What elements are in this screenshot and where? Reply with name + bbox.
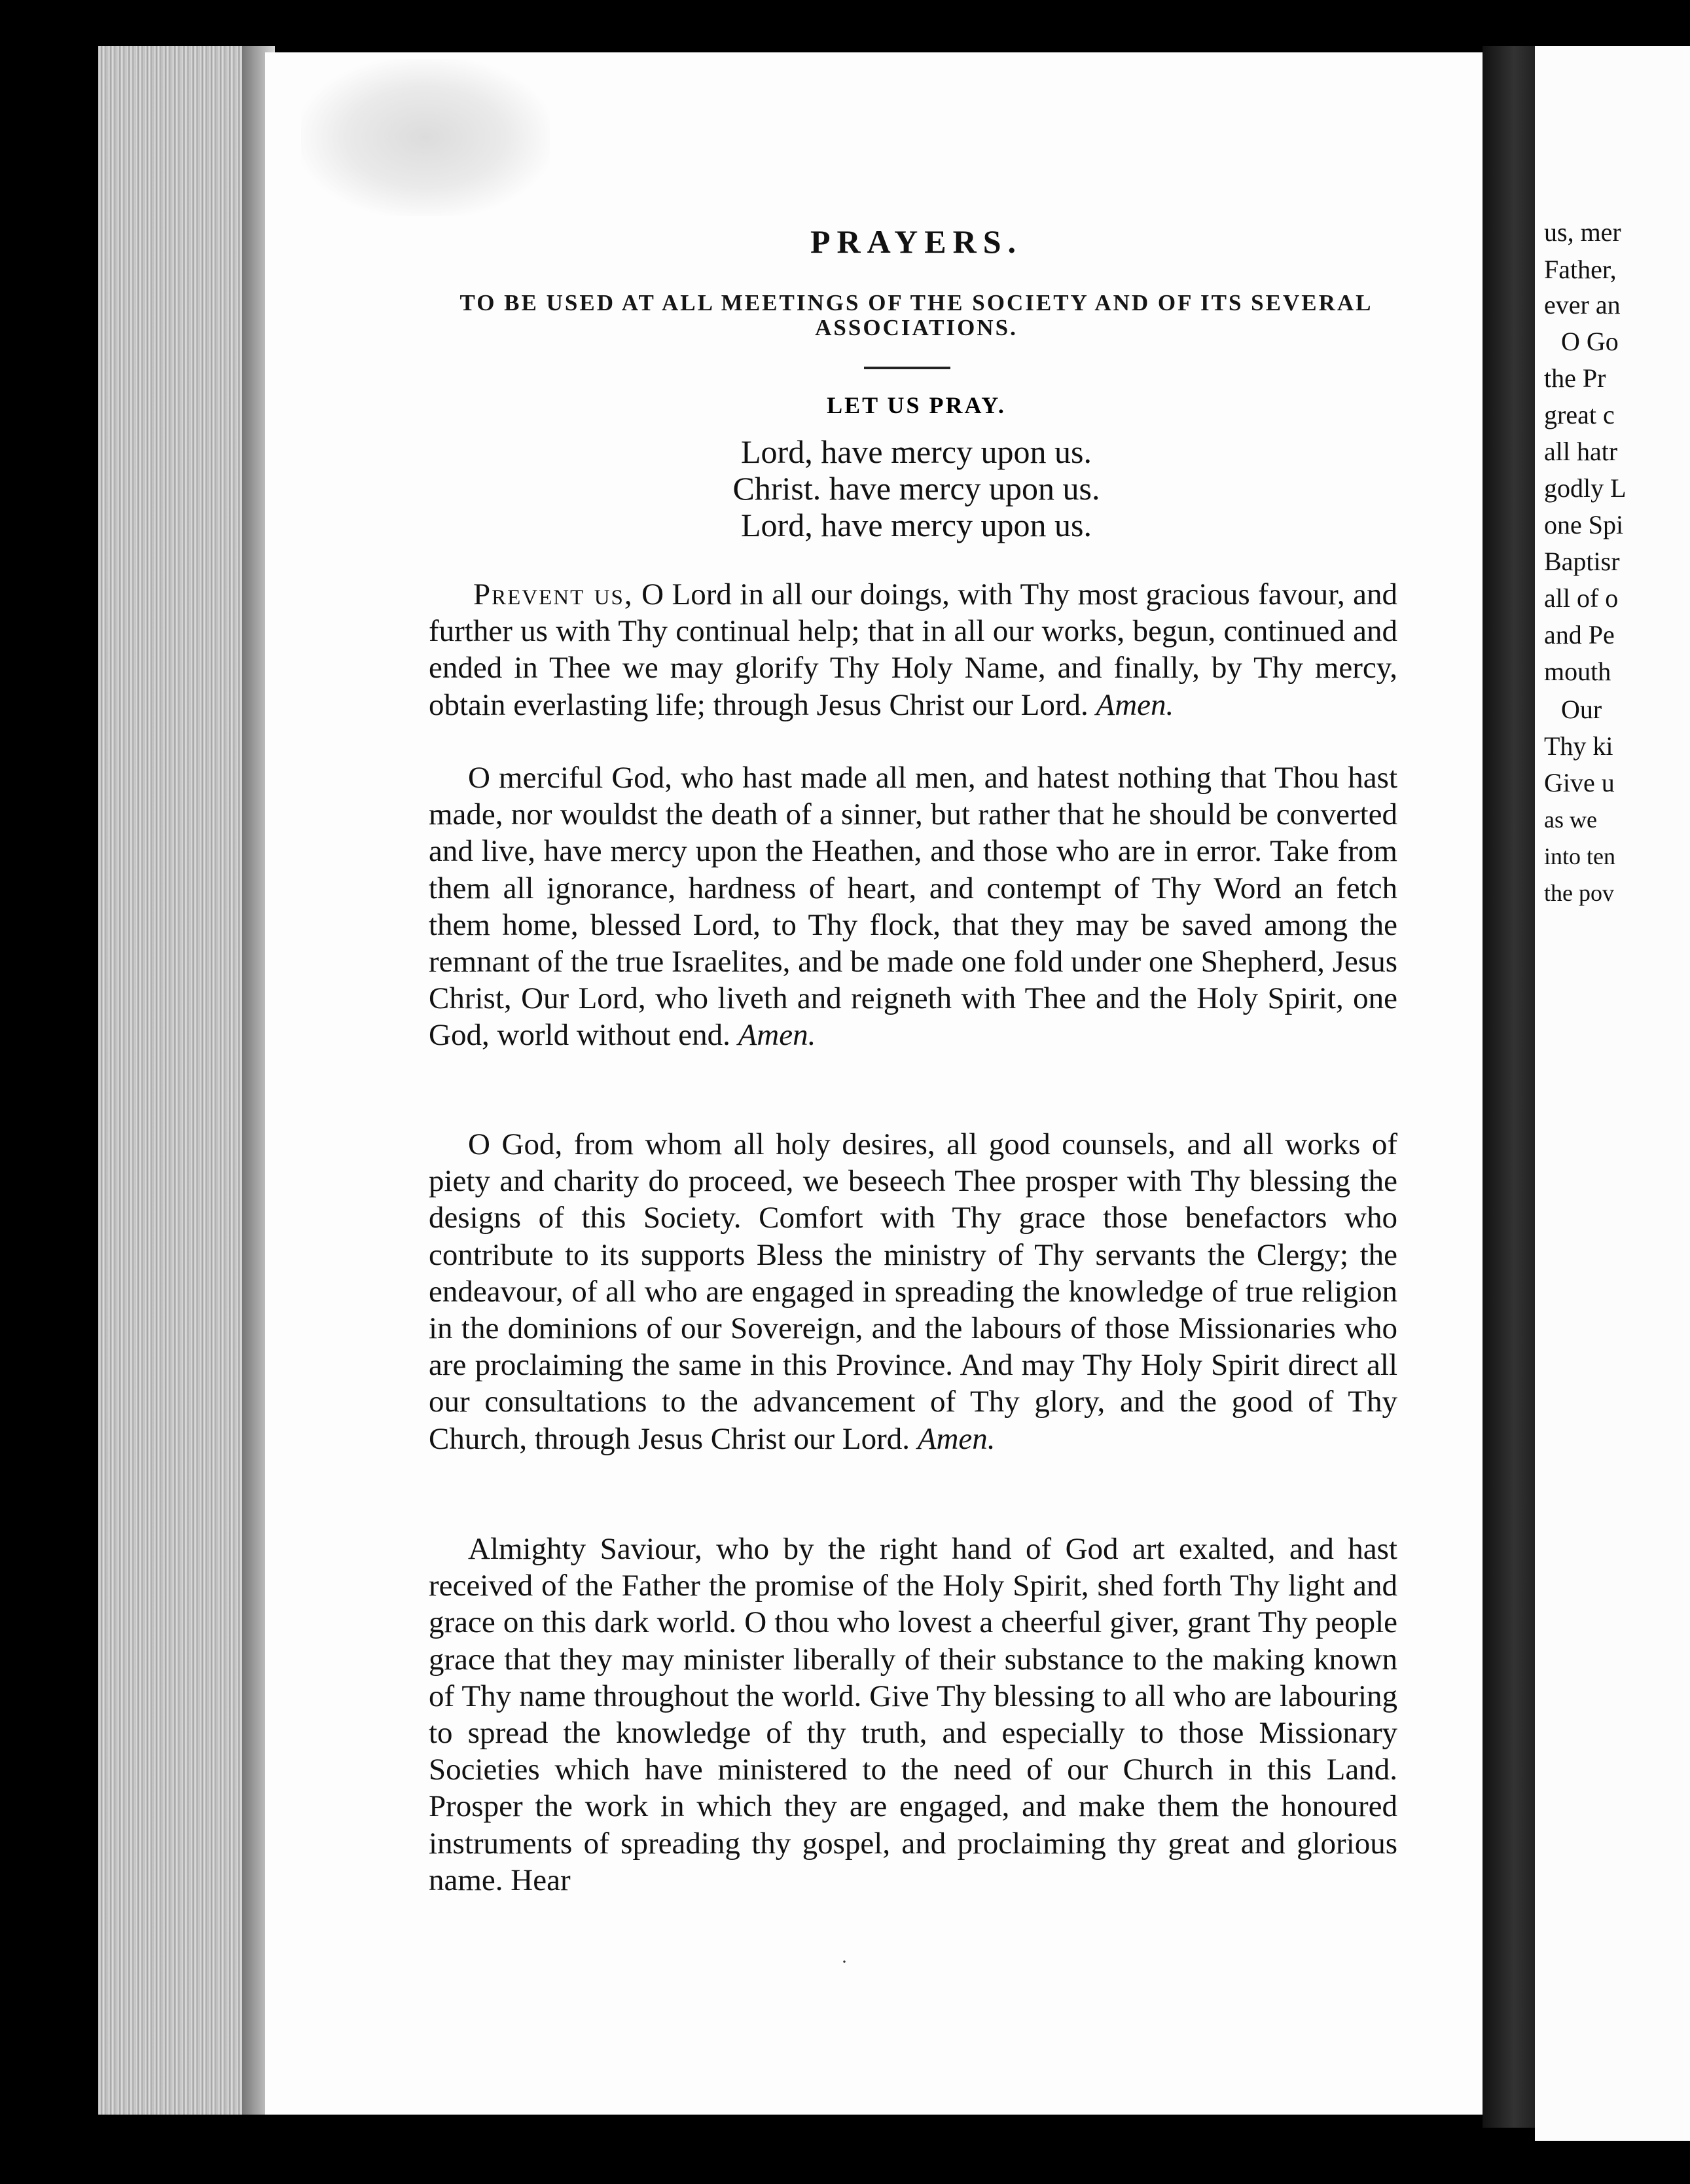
prayer-paragraph xyxy=(429,1126,1397,1457)
facing-line: Father, xyxy=(1544,255,1617,284)
facing-line: the pov xyxy=(1544,880,1614,906)
prayer-paragraph xyxy=(429,759,1397,1054)
prayer-paragraph xyxy=(429,576,1397,723)
litany-line: Christ. have mercy upon us. xyxy=(732,470,1100,507)
prayer-lead: Prevent us, xyxy=(473,577,634,611)
facing-line: as we xyxy=(1544,807,1597,833)
folio-mark: · xyxy=(841,1951,848,1973)
facing-line: godly L xyxy=(1544,473,1627,503)
facing-line: Our xyxy=(1561,695,1602,724)
prayer-amen: Amen. xyxy=(1096,687,1174,722)
facing-line: all hatr xyxy=(1544,437,1618,466)
facing-line: and Pe xyxy=(1544,620,1615,649)
page-title: PRAYERS. xyxy=(810,223,1023,260)
facing-page xyxy=(1535,46,1690,2141)
facing-line: O Go xyxy=(1561,327,1619,356)
book-gutter xyxy=(1483,46,1535,2128)
prayer-text: O merciful God, who hast made all men, and hatest nothing that Thou hast made, nor wouldst the death of a sinner, but rather that he should be converted and live, have mercy upon the Heathen, and those who are in error. Take from them all ignorance, hardness of heart, and contempt of Thy Word an fetch them home, blessed Lord, to Thy flock, that they may be saved among the remnant of the true Israelites, and be made one fold under one Shepherd, Jesus Christ, Our Lord, who liveth and reigneth with Thee and the Holy Spirit, one God, world without end. xyxy=(429,761,1397,1053)
facing-line: great c xyxy=(1544,400,1615,429)
prayer-amen: Amen. xyxy=(917,1421,996,1456)
facing-line: Thy ki xyxy=(1544,731,1613,761)
prayer-text: O God, from whom all holy desires, all good counsels, and all works of piety and charity do proceed, we beseech Thee prosper with Thy blessing the designs of this Society. Comfort with Thy grace those benefactors who contribute to its supports Bless the ministry of Thy servants the Clergy; the endeavour, of all who are engaged in spreading the knowledge of true religion in the dominions of our Sovereign, and the labours of those Missionaries who are proclaiming the same in this Province. And may Thy Holy Spirit direct all our consultations to the advancement of Thy glory, and the good of Thy Church, through Jesus Christ our Lord. xyxy=(429,1127,1397,1456)
prayer-paragraph xyxy=(429,1531,1397,1899)
facing-line: into ten xyxy=(1544,843,1615,869)
invitation-heading: LET US PRAY. xyxy=(827,392,1006,418)
litany-line: Lord, have mercy upon us. xyxy=(741,507,1092,543)
prayer-text: Almighty Saviour, who by the right hand of God art exalted, and hast received of the Father the promise of the Holy Spirit, shed forth Thy light and grace on this dark world. O thou who lovest a cheerful giver, grant Thy people grace that they may minister liberally of their substance to the making known of Thy name throughout the world. Give Thy blessing to all who are labouring to spread the knowledge of thy truth, and especially to those Missionary Societies which have ministered to the need of our Church in this Land. Prosper the work in which they are engaged, and make them the honoured instruments of spreading thy gospel, and proclaiming thy great and glorious name. Hear xyxy=(429,1532,1397,1897)
facing-line: mouth xyxy=(1544,657,1611,686)
paper-stain xyxy=(301,59,550,216)
litany-line: Lord, have mercy upon us. xyxy=(741,433,1092,470)
facing-line: the Pr xyxy=(1544,363,1606,393)
facing-line: us, mer xyxy=(1544,217,1621,247)
facing-line: ever an xyxy=(1544,290,1621,319)
prayer-text: O Lord in all our doings, with Thy most gracious favour, and further us with Thy continual help; that in all our works, begun, continued and ended in Thee we may glorify Thy Holy Name, and finally, by Thy mercy, obtain everlasting life; through Jesus Christ our Lord. xyxy=(429,577,1397,722)
facing-line: Baptisr xyxy=(1544,547,1620,576)
facing-line: all of o xyxy=(1544,583,1619,613)
section-rule xyxy=(864,367,950,369)
prayer-amen: Amen. xyxy=(738,1018,816,1053)
facing-line: one Spi xyxy=(1544,510,1624,539)
book-page-edges xyxy=(98,46,262,2115)
facing-line: Give u xyxy=(1544,768,1615,797)
page-subtitle: TO BE USED AT ALL MEETINGS OF THE SOCIETY AND OF ITS SEVERAL ASSOCIATIONS. xyxy=(459,290,1373,340)
